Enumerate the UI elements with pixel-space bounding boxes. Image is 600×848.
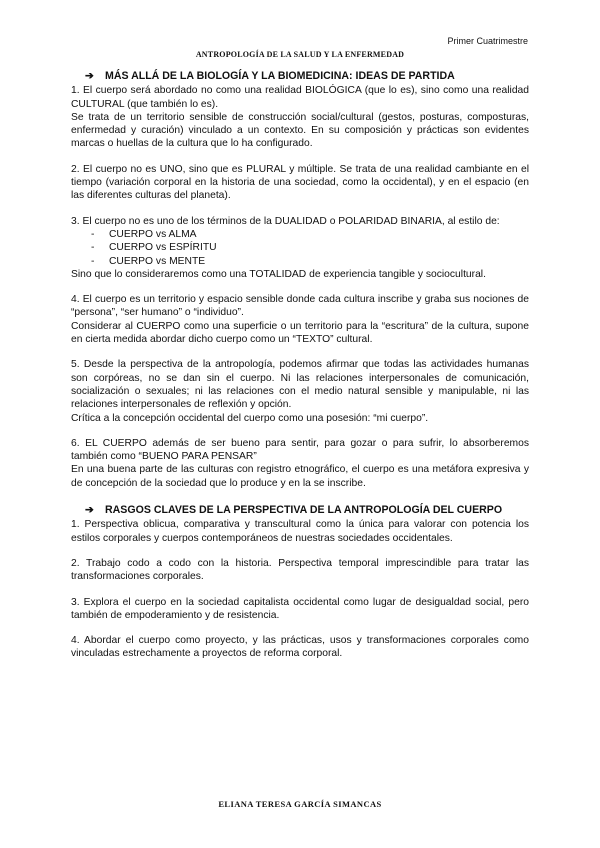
list-item — [71, 228, 529, 241]
dash-bullet: - — [91, 242, 95, 254]
paragraph-6b: En una buena parte de las culturas con registro etnográfico, el cuerpo es una metáfora expresiva y de concepción de la sociedad que lo produce y en la se inscribe. — [71, 464, 529, 489]
paragraph-5a: 5. Desde la perspectiva de la antropología, podemos afirmar que todas las actividades humanas son corpóreas, no se dan sin el cuerpo. Ni las relaciones interpersonales de comunicación, socialización o sexuales; ni las relaciones con el medio natural sensible y manipulable, ni las relaciones interpersonales de reflexión y opción. — [71, 359, 529, 411]
author-footer: ELIANA TERESA GARCÍA SIMANCAS — [218, 799, 382, 809]
paragraph-3: 3. El cuerpo no es uno de los términos de la DUALIDAD o POLARIDAD BINARIA, al estilo de: — [71, 215, 500, 227]
paragraph-s2-4: 4. Abordar el cuerpo como proyecto, y las prácticas, usos y transformaciones corporales como vinculadas estrechamente a proyectos de reforma corporal. — [71, 635, 529, 660]
paragraph-1b: Se trata de un territorio sensible de construcción social/cultural (gestos, posturas, composturas, enfermedad y curación) vinculado a un contexto. En su composición y prácticas son evidentes marcas o huellas de la cultura que lo ha configurado. — [71, 111, 529, 150]
paragraph-s2-2: 2. Trabajo codo a codo con la historia. Perspectiva temporal imprescindible para tratar las transformaciones corporales. — [71, 557, 529, 583]
paragraph-1a: 1. El cuerpo será abordado no como una realidad BIOLÓGICA (que lo es), sino como una realidad CULTURAL (que también lo es). — [71, 85, 529, 110]
section-heading-2 — [71, 504, 529, 517]
paragraph-3b: Sino que lo consideraremos como una TOTALIDAD de experiencia tangible y sociocultural. — [71, 268, 486, 280]
paragraph-4a: 4. El cuerpo es un territorio y espacio sensible donde cada cultura inscribe y graba sus nociones de “persona”, “ser humano” o “individuo”. — [71, 294, 529, 319]
dualities-list — [71, 228, 529, 268]
paragraph-s2-3: 3. Explora el cuerpo en la sociedad capitalista occidental como lugar de desigualdad social, pero también de empoderamiento y de resistencia. — [71, 596, 529, 621]
dash-bullet: - — [91, 228, 95, 240]
paragraph-6a: 6. EL CUERPO además de ser bueno para sentir, para gozar o para sufrir, lo absorberemos también como “BUENO PARA PENSAR” — [71, 437, 529, 463]
arrow-icon: ➔ — [85, 70, 94, 82]
list-item — [71, 241, 529, 254]
dash-bullet: - — [91, 255, 95, 267]
list-item — [71, 255, 529, 268]
paragraph-2: 2. El cuerpo no es UNO, sino que es PLURAL y múltiple. Se trata de una realidad cambiante en el tiempo (variación corporal en la historia de una sociedad, como la occidental), y en el espacio (en las diferentes culturas del planeta). — [71, 163, 529, 202]
document-body — [71, 70, 529, 661]
list-item-text: CUERPO vs ALMA — [109, 228, 197, 240]
semester-label: Primer Cuatrimestre — [447, 36, 528, 46]
paragraph-4b: Considerar al CUERPO como una superficie o un territorio para la “escritura” de la cultura, supone en cierta medida abordar dicho cuerpo como un “TEXTO” cultural. — [71, 320, 529, 346]
document-title: ANTROPOLOGÍA DE LA SALUD Y LA ENFERMEDAD — [195, 50, 405, 59]
section-heading-2-text: RASGOS CLAVES DE LA PERSPECTIVA DE LA ANTROPOLOGÍA DEL CUERPO — [105, 504, 503, 517]
list-item-text: CUERPO vs MENTE — [109, 255, 206, 267]
arrow-icon: ➔ — [85, 504, 94, 517]
section-heading-1-text: MÁS ALLÁ DE LA BIOLOGÍA Y LA BIOMEDICINA: IDEAS DE PARTIDA — [105, 70, 455, 82]
paragraph-5b: Crítica a la concepción occidental del cuerpo como una posesión: “mi cuerpo”. — [71, 412, 429, 424]
section-heading-1 — [71, 70, 529, 83]
paragraph-s2-1: 1. Perspectiva oblicua, comparativa y transcultural como la única para valorar con potencia los estilos corporales y cuerpos contemporáneos de nuestras sociedades occidentales. — [71, 519, 529, 544]
list-item-text: CUERPO vs ESPÍRITU — [109, 242, 217, 254]
